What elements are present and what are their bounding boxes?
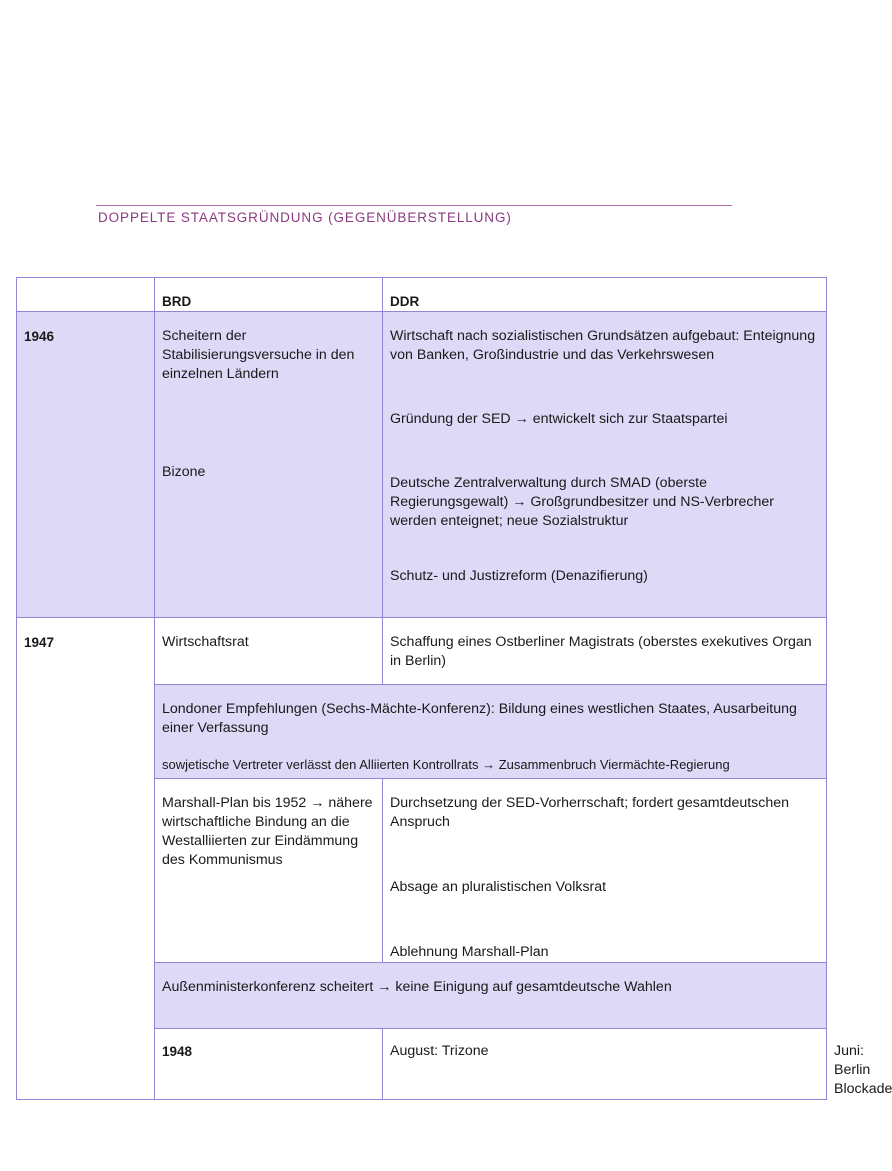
- joint-1947-a2-text: sowjetische Vertreter verlässt den Alliierten Kontrollrats → Zusammenbruch Viermächte-Regierung: [162, 757, 730, 772]
- brd-1947-a: Wirtschaftsrat: [155, 618, 383, 685]
- ddr-1946: [383, 312, 827, 618]
- ddr-1946-item: Wirtschaft nach sozialistischen Grundsätzen aufgebaut: Enteignung von Banken, Großindustrie und das Verkehrswesen: [390, 328, 816, 363]
- page-title: DOPPELTE STAATSGRÜNDUNG (GEGENÜBERSTELLUNG): [98, 210, 512, 225]
- row-1948: 1948 August: Trizone Juni: Berlin Blockade: [17, 1029, 827, 1100]
- header-brd: BRD: [155, 278, 383, 312]
- title-rule: [96, 205, 732, 206]
- ddr-1946-item: Gründung der SED → entwickelt sich zur Staatspartei: [390, 411, 728, 427]
- ddr-1946-item: Schutz- und Justizreform (Denazifierung): [390, 568, 648, 584]
- brd-1946-item: Bizone: [162, 464, 206, 480]
- brd-1947-b: Marshall-Plan bis 1952 → nähere wirtschaftliche Bindung an die Westalliierten zur Eindämmung des Kommunismus: [155, 779, 383, 963]
- ddr-1947-b-item: Ablehnung Marshall-Plan: [390, 944, 549, 960]
- table-header-row: [17, 278, 827, 312]
- year-1946: 1946: [17, 312, 155, 618]
- ddr-1947-a: Schaffung eines Ostberliner Magistrats (oberstes exekutives Organ in Berlin): [383, 618, 827, 685]
- row-1947-a: [17, 618, 827, 685]
- ddr-1947-b-item: Durchsetzung der SED-Vorherrschaft; fordert gesamtdeutschen Anspruch: [390, 795, 790, 830]
- brd-1946-item: Scheitern der Stabilisierungsversuche in den einzelnen Ländern: [162, 328, 355, 382]
- ddr-1946-item: Deutsche Zentralverwaltung durch SMAD (oberste Regierungsgewalt) → Großgrundbesitzer und NS-Verbrecher werden enteignet; neue Sozialstruktur: [390, 475, 775, 529]
- joint-1947-a-text: Londoner Empfehlungen (Sechs-Mächte-Konferenz): Bildung eines westlichen Staates, Ausarbeitung einer Verfassung: [162, 701, 797, 736]
- joint-1947-b: Außenministerkonferenz scheitert → keine Einigung auf gesamtdeutsche Wahlen: [155, 963, 827, 1029]
- ddr-1947-b: [383, 779, 827, 963]
- header-year: [17, 278, 155, 312]
- brd-1948: August: Trizone: [383, 1029, 827, 1100]
- joint-1947-a: [155, 685, 827, 779]
- year-1948: 1948: [155, 1029, 383, 1100]
- brd-1946: [155, 312, 383, 618]
- comparison-table: [16, 277, 892, 1100]
- ddr-1947-b-item: Absage an pluralistischen Volksrat: [390, 879, 607, 895]
- header-ddr: DDR: [383, 278, 827, 312]
- row-1946: [17, 312, 827, 618]
- year-1947: 1947: [17, 618, 155, 1100]
